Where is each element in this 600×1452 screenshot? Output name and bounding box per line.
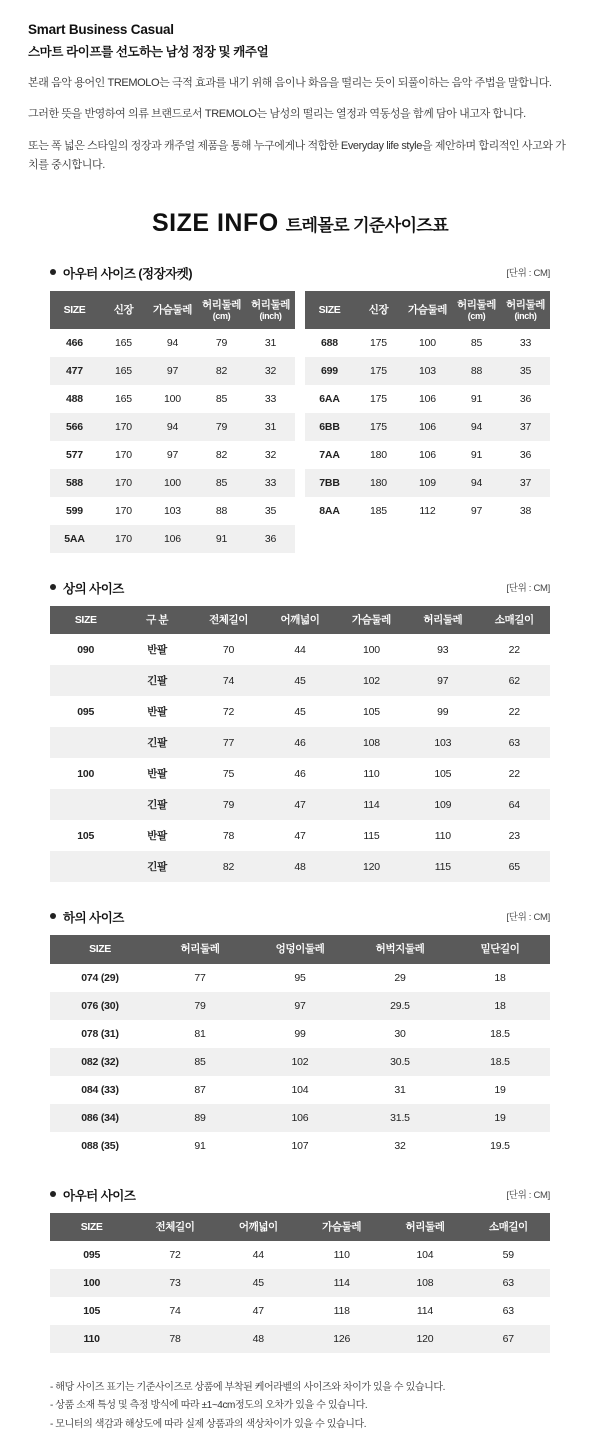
section-title: 아우터 사이즈: [63, 1188, 136, 1203]
col-hip: 엉덩이둘레: [250, 935, 350, 963]
section-head: [50, 264, 550, 282]
col-waist: 허리둘레: [383, 1213, 466, 1241]
table-row: 7BB 180 109 94 37: [305, 469, 550, 497]
section-head: [50, 908, 550, 926]
section-outer: [28, 1186, 572, 1353]
col-waist: 허리둘레: [150, 935, 250, 963]
section-title: 상의 사이즈: [63, 582, 124, 597]
table-row: 105 반팔 78 47 115 110 23: [50, 820, 550, 851]
table-row: 466 165 94 79 31: [50, 329, 295, 357]
table-row: 078 (31) 81 99 30 18.5: [50, 1020, 550, 1048]
table-row: 095 72 44 110 104 59: [50, 1241, 550, 1269]
col-sleeve: 소매길이: [467, 1213, 550, 1241]
col-waist-inch: 허리둘레 (inch): [501, 291, 550, 329]
col-chest: 가슴둘레: [300, 1213, 383, 1241]
table-row: 082 (32) 85 102 30.5 18.5: [50, 1048, 550, 1076]
note-item: - 상품 소재 특성 및 측정 방식에 따라 ±1~4cm정도의 오차가 있을 수 있습니다.: [50, 1400, 368, 1412]
table-row: 긴팔 74 45 102 97 62: [50, 665, 550, 696]
size-table-outerwear: [50, 1213, 550, 1353]
brand-subtitle: 스마트 라이프를 선도하는 남성 정장 및 캐주얼: [28, 45, 269, 59]
col-chest: 가슴둘레: [148, 291, 197, 329]
intro-paragraph-1: 본래 음악 용어인 TREMOLO는 극적 효과를 내기 위해 음이나 화음을 떨리는 듯이 되풀이하는 음악 주법을 말합니다.: [28, 77, 552, 89]
table-row: 566 170 94 79 31: [50, 413, 295, 441]
col-size: SIZE: [50, 1213, 133, 1241]
table-row: 577 170 97 82 32: [50, 441, 295, 469]
section-tops: [28, 579, 572, 882]
table-row: 699 175 103 88 35: [305, 357, 550, 385]
table-header-row: [50, 606, 550, 634]
table-row: 100 반팔 75 46 110 105 22: [50, 758, 550, 789]
note-item: - 모니터의 색감과 해상도에 따라 실제 상품과의 색상차이가 있을 수 있습니다.: [50, 1418, 367, 1430]
table-row: 6BB 175 106 94 37: [305, 413, 550, 441]
section-title-wrap: [50, 264, 192, 282]
table-row: 084 (33) 87 104 31 19: [50, 1076, 550, 1104]
table-header-row: [50, 935, 550, 963]
table-row: 5AA 170 106 91 36: [50, 525, 295, 553]
col-waist-cm: 허리둘레 (cm): [197, 291, 246, 329]
col-type: 구 분: [121, 606, 192, 634]
col-total-length: 전체길이: [193, 606, 264, 634]
table-row: 090 반팔 70 44 100 93 22: [50, 634, 550, 665]
col-size: SIZE: [50, 935, 150, 963]
intro-paragraph-2: 그러한 뜻을 반영하여 의류 브랜드로서 TREMOLO는 남성의 떨리는 열정과 역동성을 함께 담아 내고자 합니다.: [28, 108, 526, 121]
size-table-bottoms: [50, 935, 550, 1159]
col-size: SIZE: [50, 606, 121, 634]
table-row: 105 74 47 118 114 63: [50, 1297, 550, 1325]
table-row: 긴팔 77 46 108 103 63: [50, 727, 550, 758]
col-chest: 가슴둘레: [336, 606, 407, 634]
table-header-row: [305, 291, 550, 329]
section-title: 하의 사이즈: [63, 911, 124, 926]
col-waist-inch: 허리둘레 (inch): [246, 291, 295, 329]
col-waist-cm: 허리둘레 (cm): [452, 291, 501, 329]
table-header-row: [50, 291, 295, 329]
col-height: 신장: [354, 291, 403, 329]
notes-block: [50, 1379, 550, 1435]
size-table-outer-left: [50, 291, 295, 553]
section-unit: [단위 : CM]: [506, 268, 550, 279]
table-header-row: [50, 1213, 550, 1241]
header-block: [28, 22, 572, 175]
section-head: [50, 1186, 550, 1204]
bullet-icon: [50, 1191, 56, 1197]
section-unit: [단위 : CM]: [506, 583, 550, 595]
table-row: 588 170 100 85 33: [50, 469, 295, 497]
col-chest: 가슴둘레: [403, 291, 452, 329]
section-unit: [단위 : CM]: [506, 912, 550, 924]
table-row: 688 175 100 85 33: [305, 329, 550, 357]
size-table-outer-right: [305, 291, 550, 525]
table-row: 7AA 180 106 91 36: [305, 441, 550, 469]
table-row: 088 (35) 91 107 32 19.5: [50, 1132, 550, 1160]
table-row: 095 반팔 72 45 105 99 22: [50, 696, 550, 727]
size-table-tops: [50, 606, 550, 882]
col-hem: 밑단길이: [450, 935, 550, 963]
section-title-wrap: [50, 908, 124, 926]
section-bottoms: [28, 908, 572, 1159]
col-size: SIZE: [50, 291, 99, 329]
table-row: 100 73 45 114 108 63: [50, 1269, 550, 1297]
table-row: 076 (30) 79 97 29.5 18: [50, 992, 550, 1020]
bullet-icon: [50, 584, 56, 590]
table-row: 긴팔 82 48 120 115 65: [50, 851, 550, 882]
col-thigh: 허벅지둘레: [350, 935, 450, 963]
section-title: 아우터 사이즈 (정장자켓): [63, 267, 193, 281]
col-total-length: 전체길이: [133, 1213, 216, 1241]
col-shoulder: 어깨넓이: [264, 606, 335, 634]
size-info-title-en: SIZE INFO: [151, 209, 279, 237]
col-size: SIZE: [305, 291, 354, 329]
table-row: 8AA 185 112 97 38: [305, 497, 550, 525]
table-row: 6AA 175 106 91 36: [305, 385, 550, 413]
section-unit: [단위 : CM]: [506, 1189, 550, 1201]
table-row: 086 (34) 89 106 31.5 19: [50, 1104, 550, 1132]
table-row: 599 170 103 88 35: [50, 497, 295, 525]
intro-paragraph-3: 또는 폭 넓은 스타일의 정장과 캐주얼 제품을 통해 누구에게나 적합한 Everyday life style을 제안하며 합리적인 사고와 가치를 중시합니다.: [28, 139, 566, 171]
bullet-icon: [50, 269, 56, 275]
table-row: 477 165 97 82 32: [50, 357, 295, 385]
col-shoulder: 어깨넓이: [217, 1213, 300, 1241]
table-row: 긴팔 79 47 114 109 64: [50, 789, 550, 820]
col-sleeve: 소매길이: [479, 606, 550, 634]
section-title-wrap: [50, 579, 124, 597]
bullet-icon: [50, 913, 56, 919]
col-height: 신장: [99, 291, 148, 329]
size-info-heading: [28, 209, 572, 238]
table-row: 074 (29) 77 95 29 18: [50, 964, 550, 992]
col-waist: 허리둘레: [407, 606, 478, 634]
section-outer-jacket: [28, 264, 572, 553]
brand-title: Smart Business Casual: [28, 22, 174, 37]
section-head: [50, 579, 550, 597]
size-info-title-ko: 트레몰로 기준사이즈표: [285, 216, 449, 235]
table-row: 488 165 100 85 33: [50, 385, 295, 413]
table-row: 110 78 48 126 120 67: [50, 1325, 550, 1353]
section-title-wrap: [50, 1186, 135, 1204]
note-item: - 해당 사이즈 표기는 기준사이즈로 상품에 부착된 케어라벨의 사이즈와 차이가 있을 수 있습니다.: [50, 1381, 445, 1393]
